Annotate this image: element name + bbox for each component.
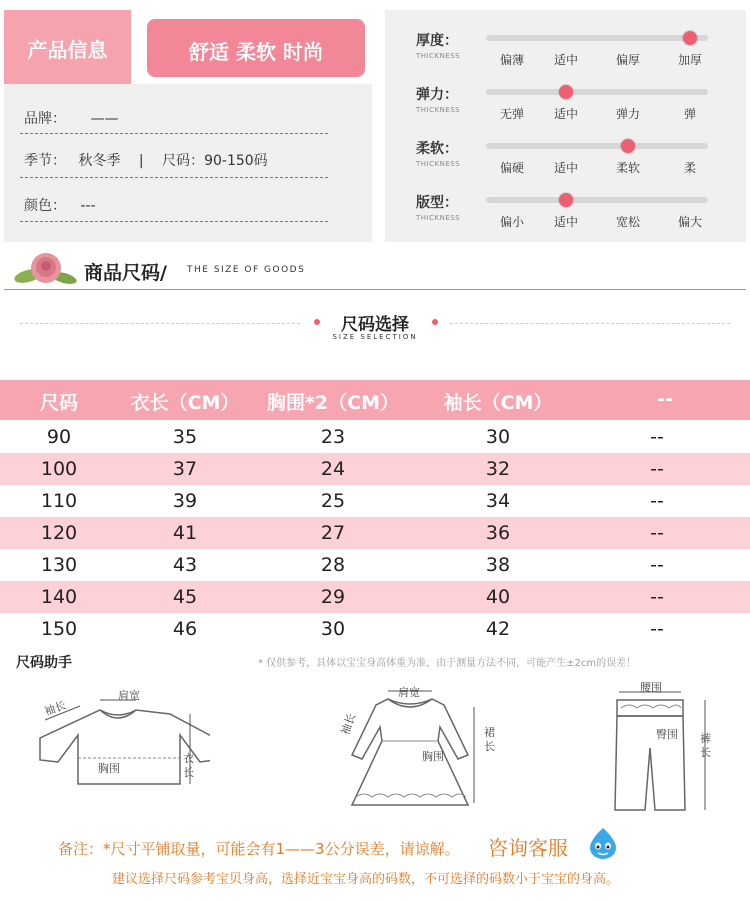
property-slider-dot — [559, 85, 573, 99]
shirt-length-label: 衣长 — [183, 752, 194, 779]
property-slider-track — [486, 89, 708, 95]
table-cell: 42 — [485, 618, 511, 640]
shirt-sleeve-label: 袖长 — [42, 698, 68, 719]
size-range: 尺码：90-150码 — [162, 153, 268, 169]
property-option: 弹 — [683, 107, 696, 121]
dress-sleeve-label: 袖长 — [338, 711, 359, 737]
sub-right-line — [450, 323, 730, 324]
table-cell: -- — [650, 586, 664, 608]
table-cell: 34 — [485, 490, 511, 512]
property-option: 适中 — [553, 53, 578, 67]
property-slider-dot — [559, 193, 573, 207]
pants-diagram — [605, 688, 715, 818]
table-cell: 40 — [485, 586, 511, 608]
footer-advice: 建议选择尺码参考宝贝身高，选择近宝宝身高的码数，不可选择的码数小于宝宝的身高。 — [112, 872, 620, 887]
pants-hip-label: 臀围 — [656, 728, 678, 741]
sub-right-dot — [432, 319, 438, 325]
sub-title: 尺码选择 — [341, 315, 409, 335]
table-cell: 39 — [172, 490, 198, 512]
table-cell: -- — [650, 554, 664, 576]
table-cell: -- — [650, 426, 664, 448]
property-option: 柔软 — [615, 161, 640, 175]
table-cell: 35 — [172, 426, 198, 448]
table-cell: 46 — [172, 618, 198, 640]
info-divider: | — [138, 153, 144, 169]
pants-length-label: 裤长 — [700, 732, 711, 759]
feature-pill-label: 舒适 柔软 时尚 — [189, 40, 323, 64]
shirt-shoulder-label: 肩宽 — [118, 689, 140, 702]
property-slider-dot — [621, 139, 635, 153]
size-table-header-cell: 胸围*2（CM） — [266, 392, 399, 414]
table-cell: 30 — [485, 426, 511, 448]
table-cell: 110 — [40, 490, 78, 512]
property-label: 柔软： — [416, 141, 458, 157]
color-label: 颜色： — [24, 198, 66, 214]
property-option: 适中 — [553, 215, 578, 229]
footer-remark: 备注：*尺寸平铺取量，可能会有1——3公分误差，请谅解。 — [58, 840, 460, 858]
sub-left-line — [20, 323, 300, 324]
table-cell: 120 — [40, 522, 78, 544]
table-cell: 100 — [40, 458, 78, 480]
brand-row — [24, 108, 118, 128]
section-underline — [4, 289, 746, 290]
property-option: 弹力 — [615, 107, 640, 121]
dress-skirt-label: 裙长 — [484, 726, 495, 753]
size-table-header-cell: -- — [657, 388, 673, 410]
property-label: 厚度： — [416, 33, 458, 49]
rose-icon — [14, 250, 78, 288]
property-option: 偏薄 — [499, 53, 524, 67]
table-cell: 45 — [172, 586, 198, 608]
divider-2 — [20, 177, 328, 178]
property-sublabel: THICKNESS — [416, 214, 461, 222]
table-cell: 90 — [46, 426, 72, 448]
season-value: 秋冬季 — [78, 153, 121, 169]
shirt-chest-label: 胸围 — [98, 762, 120, 775]
table-cell: 130 — [40, 554, 78, 576]
property-option: 偏硬 — [499, 161, 524, 175]
table-cell: 41 — [172, 522, 198, 544]
info-card — [4, 90, 372, 242]
section-header — [14, 250, 734, 290]
table-cell: 36 — [485, 522, 511, 544]
sub-left-dot — [314, 319, 320, 325]
property-slider-track — [486, 35, 708, 41]
customer-service-icon[interactable] — [586, 826, 620, 860]
season-label: 季节： — [24, 153, 66, 169]
property-sublabel: THICKNESS — [416, 106, 461, 114]
dress-chest-label: 胸围 — [422, 750, 444, 763]
table-cell: -- — [650, 490, 664, 512]
table-cell: -- — [650, 458, 664, 480]
dress-shoulder-label: 肩宽 — [398, 686, 420, 699]
table-cell: 30 — [320, 618, 346, 640]
feature-pill — [147, 19, 365, 77]
pants-waist-label: 腰围 — [640, 681, 662, 694]
table-cell: 24 — [320, 458, 346, 480]
season-size-row — [24, 150, 268, 170]
property-option: 偏厚 — [615, 53, 640, 67]
section-title: 商品尺码/ — [84, 262, 167, 284]
size-table-header-cell: 袖长（CM） — [443, 392, 553, 414]
property-option: 无弹 — [499, 107, 524, 121]
size-table-header-cell: 尺码 — [39, 392, 78, 414]
property-option: 适中 — [553, 107, 578, 121]
table-cell: -- — [650, 618, 664, 640]
property-slider-track — [486, 143, 708, 149]
table-cell: 25 — [320, 490, 346, 512]
product-info-tab — [4, 10, 131, 84]
brand-value: —— — [90, 111, 119, 127]
table-cell: 150 — [40, 618, 78, 640]
property-slider-track — [486, 197, 708, 203]
size-selection-heading — [0, 308, 750, 344]
property-sublabel: THICKNESS — [416, 52, 461, 60]
property-option: 适中 — [553, 161, 578, 175]
property-option: 柔 — [683, 161, 696, 175]
table-cell: 32 — [485, 458, 511, 480]
table-cell: 29 — [320, 586, 346, 608]
property-option: 宽松 — [615, 215, 640, 229]
brand-label: 品牌： — [24, 111, 66, 127]
color-row — [24, 195, 96, 215]
color-value: --- — [80, 198, 96, 214]
table-cell: 140 — [40, 586, 78, 608]
consult-service-link[interactable]: 咨询客服 — [488, 836, 568, 860]
section-title-en: THE SIZE OF GOODS — [187, 265, 306, 275]
property-sublabel: THICKNESS — [416, 160, 461, 168]
property-label: 弹力： — [416, 87, 458, 103]
property-label: 版型： — [416, 195, 458, 211]
property-slider-dot — [683, 31, 697, 45]
table-cell: 27 — [320, 522, 346, 544]
table-cell: -- — [650, 522, 664, 544]
table-cell: 28 — [320, 554, 346, 576]
dress-diagram — [340, 685, 480, 815]
helper-note: * 仅供参考，具体以宝宝身高体重为准，由于测量方法不同，可能产生±2cm的误差！ — [258, 658, 637, 669]
property-option: 偏小 — [499, 215, 524, 229]
property-option: 加厚 — [677, 53, 702, 67]
size-table-header-cell: 衣长（CM） — [130, 392, 240, 414]
table-cell: 37 — [172, 458, 198, 480]
product-info-tab-label: 产品信息 — [27, 38, 108, 62]
sub-title-en: SIZE SELECTION — [332, 333, 418, 341]
property-option: 偏大 — [677, 215, 702, 229]
helper-title: 尺码助手 — [16, 655, 72, 671]
table-cell: 38 — [485, 554, 511, 576]
table-cell: 23 — [320, 426, 346, 448]
divider-3 — [20, 221, 328, 222]
table-cell: 43 — [172, 554, 198, 576]
divider-1 — [20, 133, 328, 134]
